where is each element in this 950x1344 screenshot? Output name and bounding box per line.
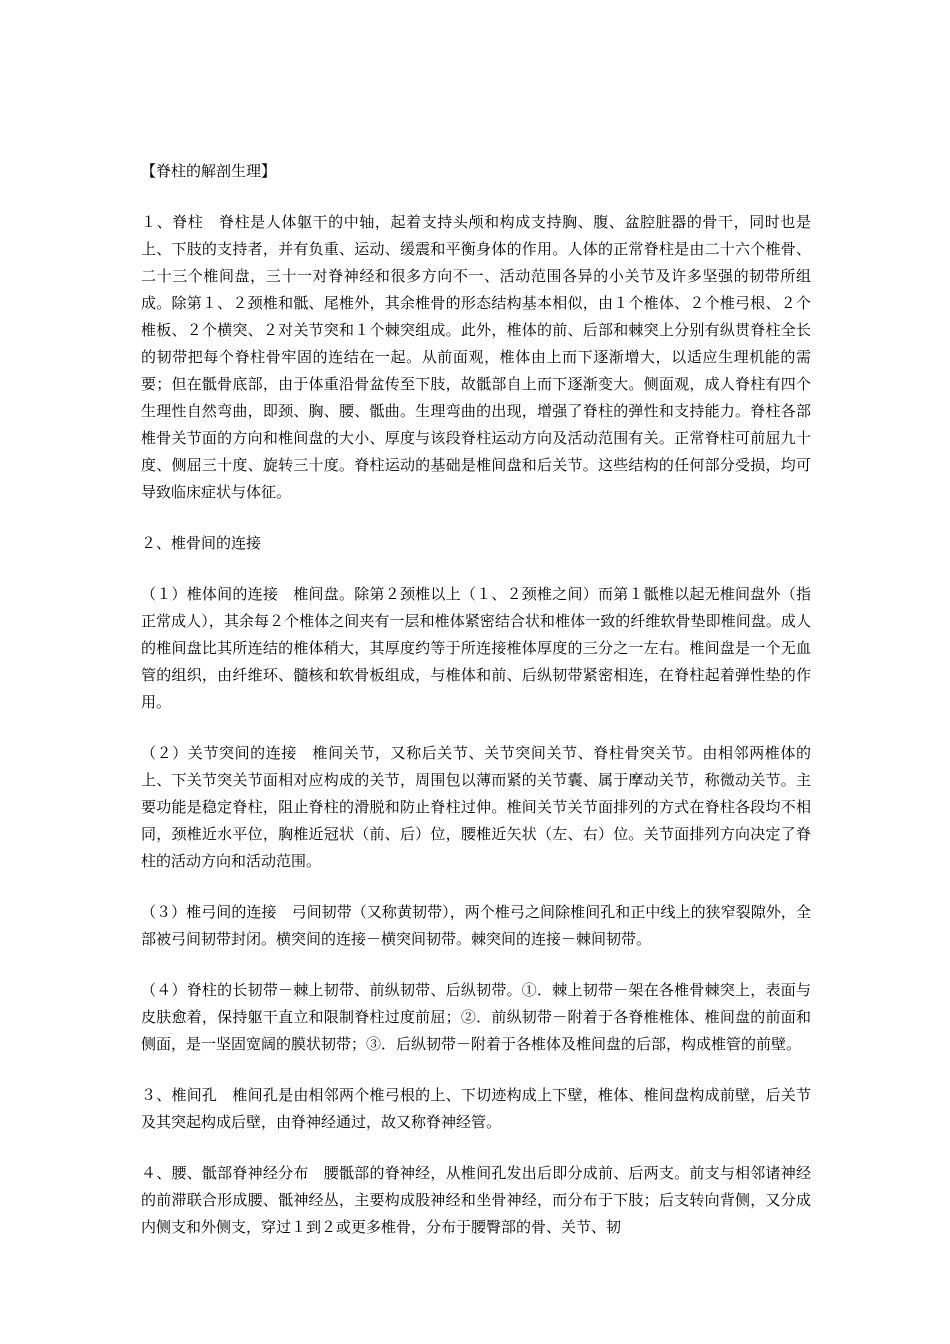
paragraph-facet-joints: （２）关节突间的连接 椎间关节，又称后关节、关节突间关节、脊柱骨突关节。由相邻两椎体的上、下关节突关节面相对应构成的关节，周围包以薄而紧的关节囊、属于摩动关节，称微动关节。主要功能是稳定脊柱，阻止脊柱的滑脱和防止脊柱过伸。椎间关节关节面排列的方式在脊柱各段均不相同，颈椎近水平位，胸椎近冠状（前、后）位，腰椎近矢状（左、右）位。关节面排列方向决定了脊柱的活动方向和活动范围。 [141,744,811,870]
paragraph-vertebral-arch: （３）椎弓间的连接 弓间韧带（又称黄韧带），两个椎弓之间除椎间孔和正中线上的狭窄裂隙外，全部被弓间韧带封闭。横突间的连接－横突间韧带。棘突间的连接－棘间韧带。 [141,903,811,948]
heading-vertebral-connections: ２、椎骨间的连接 [141,534,262,552]
paragraph-intervertebral-body: （１）椎体间的连接 椎间盘。除第２颈椎以上（１、２颈椎之间）而第１骶椎以起无椎间盘外（指正常成人），其余每２个椎体之间夹有一层和椎体紧密结合状和椎体一致的纤维软骨垫即椎间盘。成人的椎间盘比其所连结的椎体稍大，其厚度约等于所连接椎体厚度的三分之一左右。椎间盘是一个无血管的组织，由纤维环、髓核和软骨板组成，与椎体和前、后纵韧带紧密相连，在脊柱起着弹性垫的作用。 [141,585,811,711]
paragraph-long-ligaments: （４）脊柱的长韧带－棘上韧带、前纵韧带、后纵韧带。①．棘上韧带－架在各椎骨棘突上，表面与皮肤愈着，保持躯干直立和限制脊柱过度前屈；②．前纵韧带－附着于各脊椎椎体、椎间盘的前面和侧面，是一坚固宽阔的膜状韧带；③．后纵韧带－附着于各椎体及椎间盘的后部，构成椎管的前壁。 [141,981,811,1053]
document-page [141,158,811,1265]
paragraph-spine: １、脊柱 脊柱是人体躯干的中轴，起着支持头颅和构成支持胸、腹、盆腔脏器的骨干，同时也是上、下肢的支持者，并有负重、运动、缓震和平衡身体的作用。人体的正常脊柱是由二十六个椎骨、二十三个椎间盘，三十一对脊神经和很多方向不一、活动范围各异的小关节及许多坚强的韧带所组成。除第１、２颈椎和骶、尾椎外，其余椎骨的形态结构基本相似，由１个椎体、２个椎弓根、２个椎板、２个横突、２对关节突和１个棘突组成。此外，椎体的前、后部和棘突上分别有纵贯脊柱全长的韧带把每个脊柱骨牢固的连结在一起。从前面观，椎体由上而下逐渐增大，以适应生理机能的需要；但在骶骨底部，由于体重沿骨盆传至下肢，故骶部自上而下逐渐变大。侧面观，成人脊柱有四个生理性自然弯曲，即颈、胸、腰、骶曲。生理弯曲的出现，增强了脊柱的弹性和支持能力。脊柱各部椎骨关节面的方向和椎间盘的大小、厚度与该段脊柱运动方向及活动范围有关。正常脊柱可前屈九十度、侧屈三十度、旋转三十度。脊柱运动的基础是椎间盘和后关节。这些结构的任何部分受损，均可导致临床症状与体征。 [141,213,811,501]
paragraph-intervertebral-foramen: ３、椎间孔 椎间孔是由相邻两个椎弓根的上、下切迹构成上下壁，椎体、椎间盘构成前壁，后关节及其突起构成后壁，由脊神经通过，故又称脊神经管。 [141,1086,811,1131]
document-title: 【脊柱的解剖生理】 [141,162,277,180]
paragraph-lumbosacral-nerves: ４、腰、骶部脊神经分布 腰骶部的脊神经，从椎间孔发出后即分成前、后两支。前支与相邻诸神经的前滞联合形成腰、骶神经丛，主要构成股神经和坐骨神经，而分布于下肢；后支转向背侧，又分成内侧支和外侧支，穿过１到２或更多椎骨，分布于腰臀部的骨、关节、韧 [141,1164,811,1236]
